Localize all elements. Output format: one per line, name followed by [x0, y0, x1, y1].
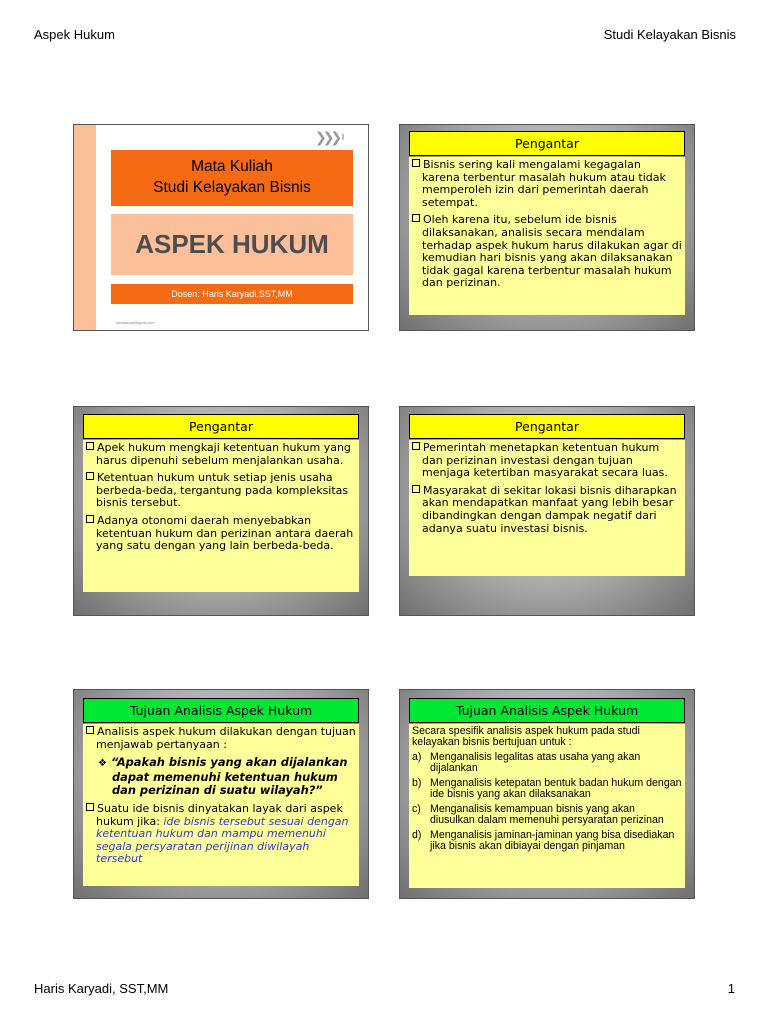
slide-6-tujuan	[399, 689, 695, 899]
square-bullet-icon	[86, 803, 94, 811]
square-bullet-icon	[86, 472, 94, 480]
slide-title: Pengantar	[409, 131, 685, 156]
bullet-item: Bisnis sering kali mengalami kegagalan karena terbentur masalah hukum atau tidak memperoleh izin dari pemerintah daerah setempat.	[412, 159, 682, 209]
slide-body	[409, 157, 685, 315]
slide-title: Pengantar	[409, 414, 685, 439]
slide-body	[409, 440, 685, 576]
slide-title: Tujuan Analisis Aspek Hukum	[409, 698, 685, 723]
bullet-item: Pemerintah menetapkan ketentuan hukum dan perizinan investasi dengan tujuan menjaga ketertiban masyarakat secara luas.	[412, 442, 682, 480]
bullet-item: Masyarakat di sekitar lokasi bisnis diharapkan akan mendapatkan manfaat yang lebih besar dibandingkan dengan dampak negatif dari adanya suatu investasi bisnis.	[412, 485, 682, 535]
page-footer-left: Haris Karyadi, SST,MM	[34, 981, 169, 996]
square-bullet-icon	[412, 485, 420, 493]
square-bullet-icon	[412, 214, 420, 222]
slide-title: Tujuan Analisis Aspek Hukum	[83, 698, 359, 723]
main-title-box	[111, 214, 353, 275]
slide-3-pengantar	[73, 406, 369, 616]
list-item: a) Menganalisis legalitas atas usaha yang akan dijalankan	[412, 751, 641, 774]
square-bullet-icon	[412, 442, 420, 450]
slide-4-pengantar	[399, 406, 695, 616]
main-title: ASPEK HUKUM	[135, 229, 329, 259]
list-item: c) Menganalisis kemampuan bisnis yang akan diusulkan dalam memenuhi persyaratan perizinan	[412, 803, 664, 826]
square-bullet-icon	[412, 159, 420, 167]
diamond-bullet-icon: ❖	[98, 758, 107, 770]
email-footnote: hariskaryadi@gmail.com	[116, 321, 155, 325]
page-number: 1	[727, 981, 735, 996]
slide-5-tujuan	[73, 689, 369, 899]
bullet-item: Suatu ide bisnis dinyatakan layak dari aspek hukum jika: ide bisnis tersebut sesuai dengan ketentuan hukum dan mampu memenuhi segala persyaratan perijinan diwilayah tersebut	[86, 803, 356, 866]
page-header-left: Aspek Hukum	[34, 27, 115, 42]
bullet-item: Ketentuan hukum untuk setiap jenis usaha berbeda-beda, tergantung pada kompleksitas bisnis tersebut.	[86, 472, 356, 510]
list-item: b) Menganalisis ketepatan bentuk badan hukum dengan ide bisnis yang akan dilaksanakan	[412, 777, 682, 800]
lecturer-box	[111, 284, 353, 304]
slide-body	[83, 440, 359, 592]
bullet-item: Adanya otonomi daerah menyebabkan ketentuan hukum dan perizinan antara daerah yang satu dengan yang lain berbeda-beda.	[86, 515, 356, 553]
intro-text: Secara spesifik analisis aspek hukum pada studi kelayakan bisnis bertujuan untuk :	[412, 725, 640, 748]
slide-number-mark	[342, 134, 344, 140]
square-bullet-icon	[86, 442, 94, 450]
slide-title: Pengantar	[83, 414, 359, 439]
course-name: Studi Kelayakan Bisnis	[153, 179, 311, 196]
bullet-item: Oleh karena itu, sebelum ide bisnis dilaksanakan, analisis secara mendalam terhadap aspek hukum harus dilakukan agar di kemudian hari bisnis yang akan dilaksanakan tidak gagal karena terbentur masalah hukum dan perizinan.	[412, 214, 682, 290]
highlight-text: ide bisnis tersebut sesuai dengan ketentuan hukum dan mampu memenuhi segala persyaratan perijinan diwilayah tersebut	[96, 814, 349, 866]
lecturer-name: Dosen: Haris Karyadi,SST,MM	[171, 289, 293, 299]
square-bullet-icon	[86, 726, 94, 734]
bullet-item: Analisis aspek hukum dilakukan dengan tujuan menjawab pertanyaan :	[86, 726, 356, 751]
course-label: Mata Kuliah	[191, 158, 273, 175]
sub-bullet-quote: ❖ “Apakah bisnis yang akan dijalankan dapat memenuhi ketentuan hukum dan perizinan di suatu wilayah?”	[98, 755, 348, 798]
triple-chevron-right-icon: ❯❯❯	[315, 130, 339, 146]
orange-sidebar-strip	[74, 125, 96, 330]
page-header-right: Studi Kelayakan Bisnis	[603, 27, 736, 42]
list-item: d) Menganalisis jaminan-jaminan yang bisa disediakan jika bisnis akan dibiayai dengan pinjaman	[412, 829, 675, 852]
bullet-item: Apek hukum mengkaji ketentuan hukum yang harus dipenuhi sebelum menjalankan usaha.	[86, 442, 356, 467]
slide-body	[83, 724, 359, 886]
square-bullet-icon	[86, 515, 94, 523]
course-title-box	[111, 150, 353, 206]
slide-2-pengantar	[399, 124, 695, 331]
slide-body	[409, 724, 685, 888]
slide-1-title	[73, 124, 369, 331]
